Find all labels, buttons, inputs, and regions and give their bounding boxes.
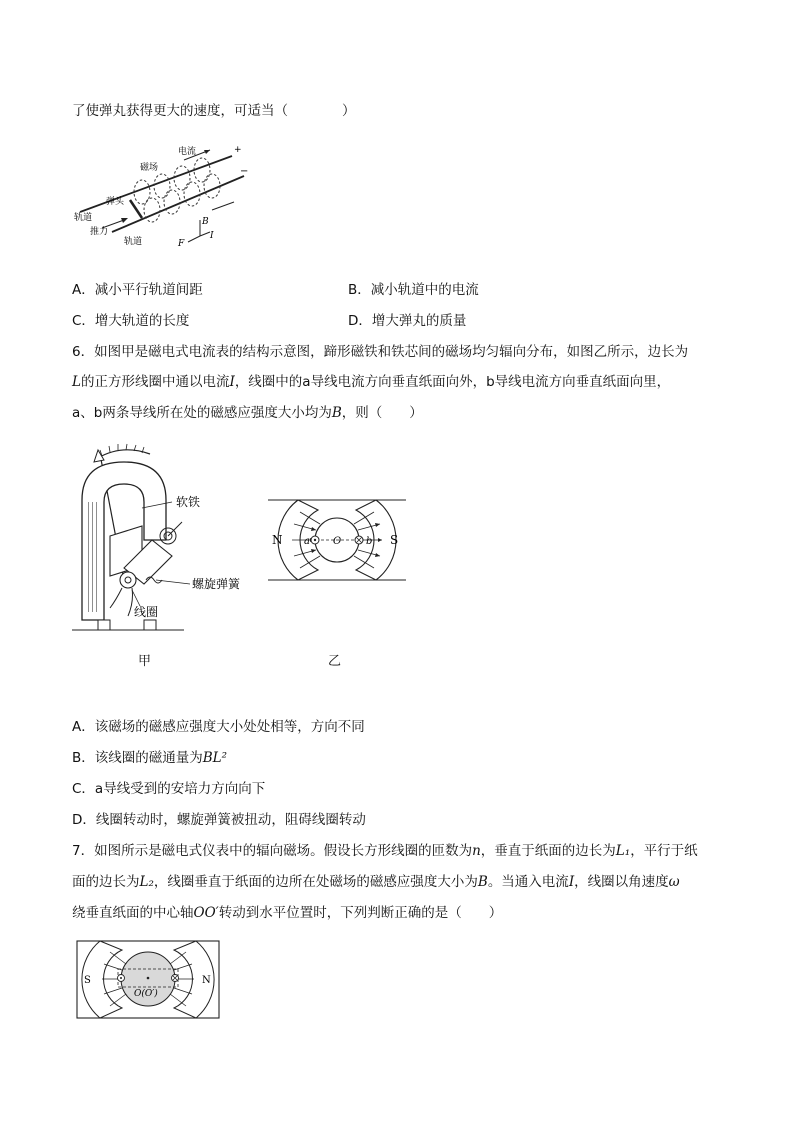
label-center-axis: O(O′) (134, 989, 158, 999)
q7-line-1-b: ，垂直于纸面的边长为 (480, 843, 616, 859)
axis-b-label: B (202, 217, 209, 227)
label-minus: − (240, 166, 249, 177)
label-rail-left: 轨道 (74, 213, 93, 223)
q6-option-c: C．a导线受到的安培力方向向下 (72, 781, 266, 797)
q7-line-1-c: ，平行于纸 (630, 843, 698, 859)
q7-line-2-c: 。当通入电流 (487, 874, 569, 890)
q6-option-b (72, 748, 227, 768)
var-n: n (472, 843, 481, 859)
label-coil: 线圈 (134, 605, 159, 619)
label-thrust: 推力 (90, 227, 109, 237)
var-b: B (331, 405, 342, 421)
var-omega: ω (668, 874, 680, 890)
q7-line-3-b: 转动到水平位置时，下列判断正确的是（ ） (218, 905, 503, 921)
q6-line-3-c: ，则（ ） (341, 405, 423, 421)
q7-line-2-a: 面的边长为 (72, 874, 140, 890)
var-l1: L₁ (615, 843, 631, 859)
axis-i-label: I (210, 231, 214, 241)
q6-line-3 (72, 403, 423, 423)
radial-field-figure-q7 (76, 940, 220, 1020)
var-bl2: BL² (202, 750, 228, 766)
q5-text-tail: 了使弹丸获得更大的速度，可适当（ ） (72, 103, 356, 119)
label-n-pole-q7: N (202, 975, 211, 986)
label-s-pole-q7: S (84, 975, 91, 986)
label-spring: 螺旋弹簧 (192, 577, 241, 591)
q6-option-b-text: B．该线圈的磁通量为 (72, 750, 203, 766)
radial-field-figure-yi (262, 494, 412, 586)
caption-yi: 乙 (328, 654, 342, 669)
var-l2: L₂ (139, 874, 154, 890)
axis-f-label: F (178, 239, 185, 249)
label-current: 电流 (178, 147, 197, 157)
var-b2: B (477, 874, 488, 890)
var-l: L (72, 374, 81, 390)
q7-line-1-a: 7．如图所示是磁电式仪表中的辐向磁场。假设长方形线圈的匝数为 (72, 843, 473, 859)
q7-line-2-b: ，线圈垂直于纸面的边所在处磁场的磁感应强度大小为 (153, 874, 478, 890)
q5-option-b: B．减小轨道中的电流 (348, 282, 479, 298)
q6-option-d: D．线圈转动时，螺旋弹簧被扭动，阻碍线圈转动 (72, 812, 366, 828)
label-plus: + (234, 145, 242, 155)
label-soft-iron: 软铁 (176, 495, 201, 509)
label-field: 磁场 (140, 163, 159, 173)
var-i2: I (568, 874, 575, 890)
q7-line-3 (72, 903, 502, 923)
label-s-pole: S (390, 533, 399, 547)
var-i: I (229, 374, 235, 390)
q6-line-2-a: 的正方形线圈中通以电流 (80, 374, 230, 390)
q6-option-a: A．该磁场的磁感应强度大小处处相等，方向不同 (72, 719, 365, 735)
q5-option-a: A．减小平行轨道间距 (72, 282, 203, 298)
label-rail-bottom: 轨道 (124, 237, 143, 247)
q6-line-2-b: ，线圈中的a导线电流方向垂直纸面向外，b导线电流方向垂直纸面向里， (234, 374, 671, 390)
q5-option-c: C．增大轨道的长度 (72, 313, 190, 329)
galvanometer-figure-jia (72, 440, 262, 640)
label-b-wire: b (366, 536, 373, 547)
q7-line-1 (72, 841, 698, 861)
caption-jia: 甲 (138, 654, 152, 669)
q7-line-3-a: 绕垂直纸面的中心轴 (72, 905, 194, 921)
label-a-wire: a (304, 536, 310, 547)
q6-line-1: 6．如图甲是磁电式电流表的结构示意图，蹄形磁铁和铁芯间的磁场均匀辐向分布，如图乙所示，边长为 (72, 344, 689, 360)
q7-line-2 (72, 872, 680, 892)
q7-line-2-d: ，线圈以角速度 (574, 874, 669, 890)
label-n-pole: N (272, 533, 283, 547)
q5-option-d: D．增大弹丸的质量 (348, 313, 467, 329)
q6-line-2 (72, 372, 670, 392)
q6-line-3-a: a、b两条导线所在处的磁感应强度大小均为 (72, 405, 332, 421)
var-oo: OO′ (193, 905, 219, 921)
railgun-figure (72, 140, 262, 252)
label-projectile: 弹头 (106, 197, 125, 207)
label-center-o: O (333, 536, 342, 547)
